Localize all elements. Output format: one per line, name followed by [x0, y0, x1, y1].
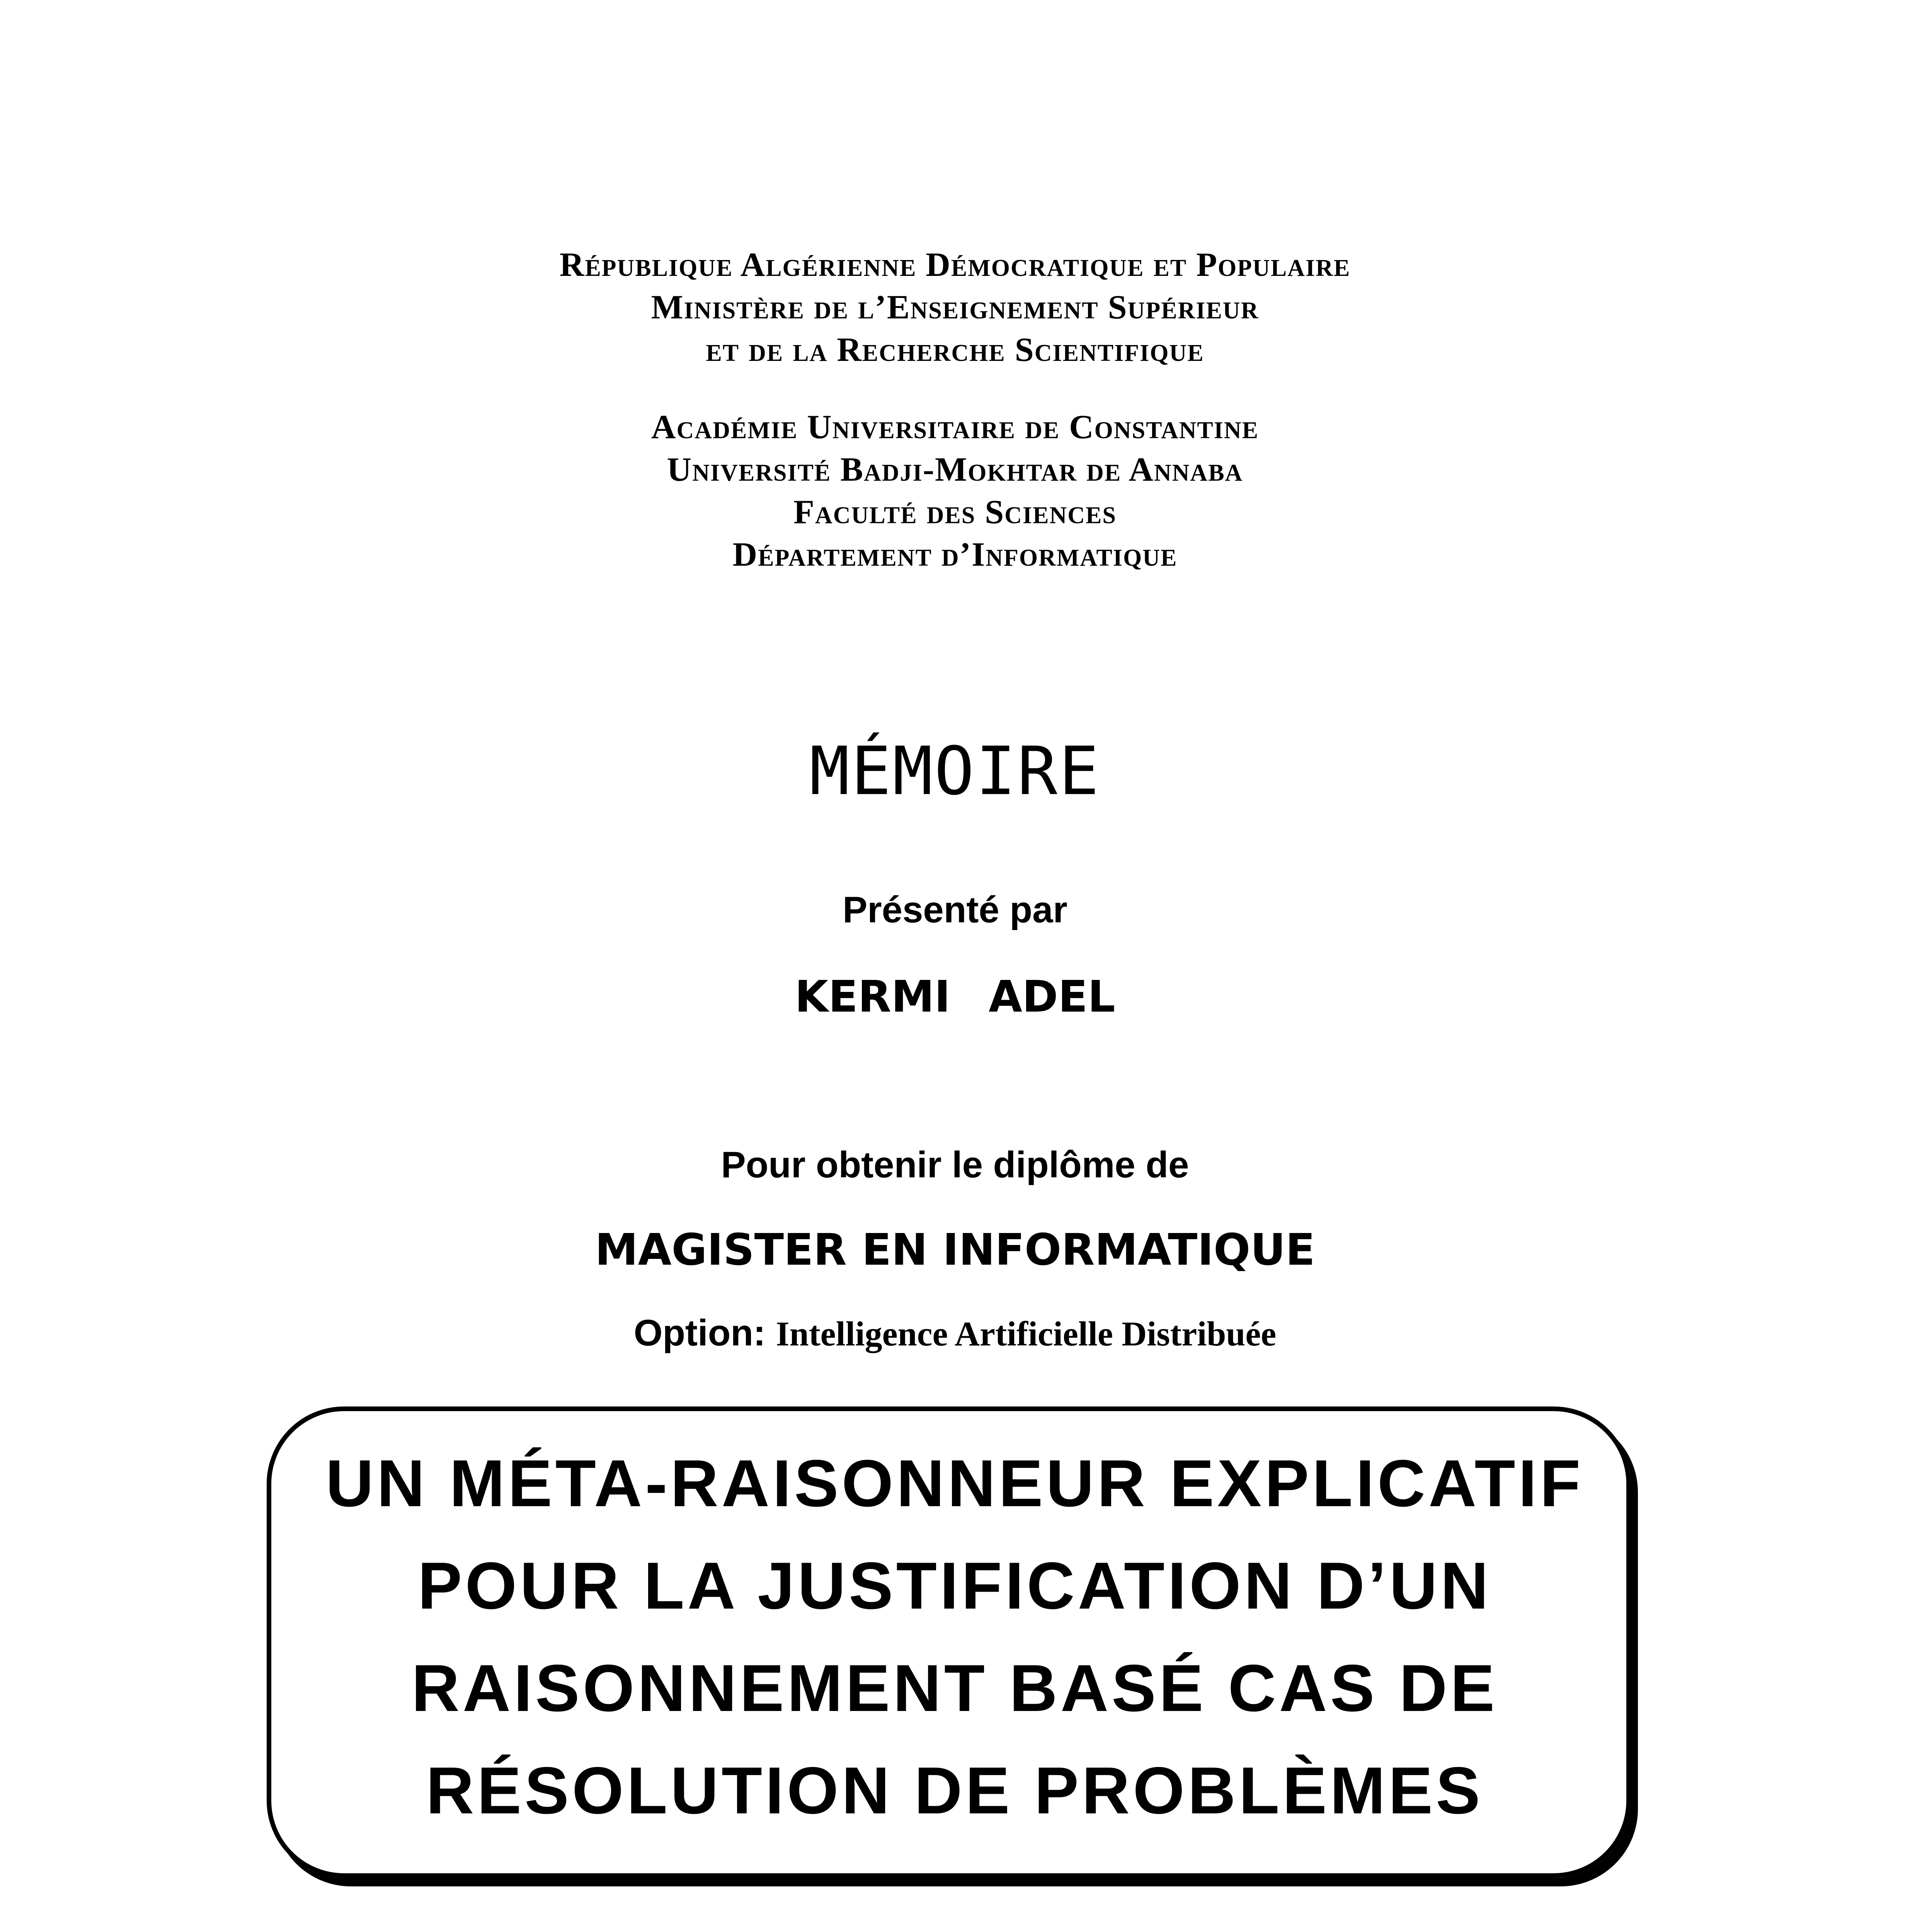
header-ministry-cont: et de la Recherche Scientifique — [706, 331, 1204, 369]
option-line — [0, 1312, 1910, 1354]
option-label: Option: — [633, 1312, 766, 1354]
author-name: KERMI ADEL — [795, 972, 1115, 1022]
thesis-title-line-1: UN MÉTA-RAISONNEUR EXPLICATIF — [325, 1446, 1584, 1520]
thesis-title-line-3: RAISONNEMENT BASÉ CAS DE — [411, 1651, 1498, 1725]
header-ministry: Ministère de l’Enseignement Supérieur — [651, 289, 1259, 326]
thesis-title-line-2: POUR LA JUSTIFICATION D’UN — [417, 1549, 1492, 1623]
thesis-title-line-4: RÉSOLUTION DE PROBLÈMES — [426, 1753, 1483, 1828]
presented-by-label: Présenté par — [843, 889, 1067, 930]
header-republic: République Algérienne Démocratique et Populaire — [559, 246, 1351, 284]
header-academy: Académie Universitaire de Constantine — [651, 408, 1259, 446]
header-faculty: Faculté des Sciences — [793, 493, 1117, 531]
document-type: MÉMOIRE — [809, 732, 1101, 810]
diploma-label: Pour obtenir le diplôme de — [721, 1144, 1189, 1185]
header-university: Université Badji-Mokhtar de Annaba — [667, 451, 1243, 488]
option-value: Intelligence Artificielle Distribuée — [776, 1315, 1277, 1353]
diploma-name: MAGISTER EN INFORMATIQUE — [595, 1225, 1315, 1275]
header-department: Département d’Informatique — [732, 536, 1178, 573]
